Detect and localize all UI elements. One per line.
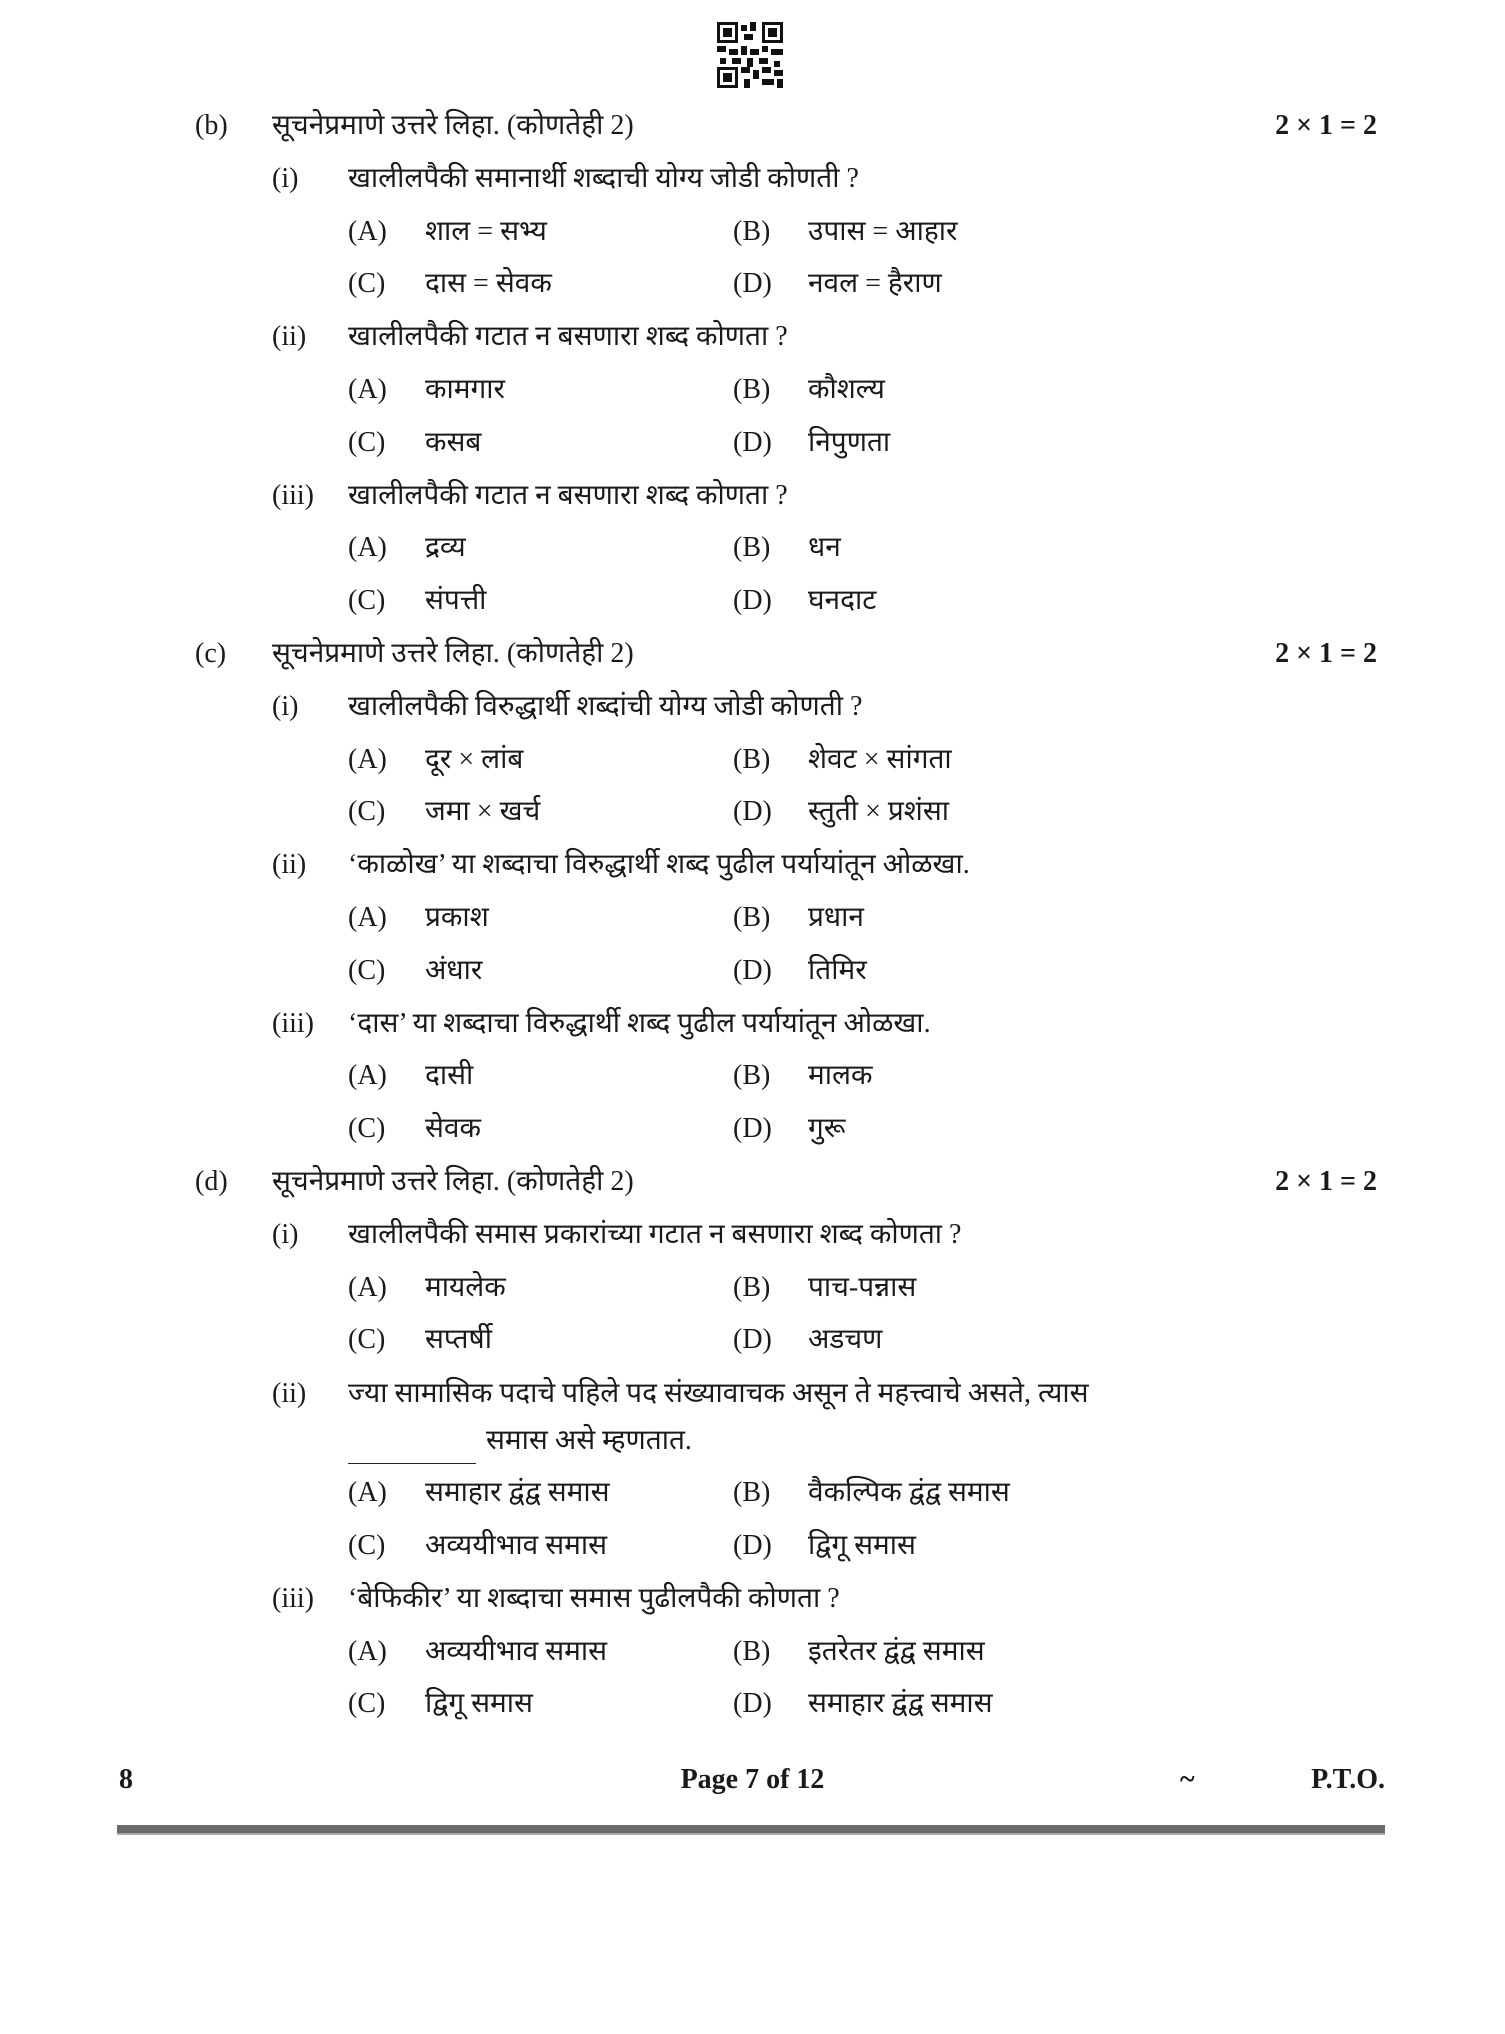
option-letter-a: (A) — [348, 901, 387, 933]
option-text-a: कामगार — [425, 373, 505, 405]
option-letter-a: (A) — [348, 1477, 387, 1509]
fill-in-blank — [348, 1433, 476, 1464]
option-text-a: दासी — [425, 1060, 474, 1092]
option-text-d: घनदाट — [808, 585, 877, 617]
question-text: खालीलपैकी समास प्रकारांच्या गटात न बसणारा शब्द कोणता ? — [348, 1218, 962, 1250]
section-label: (c) — [195, 637, 227, 669]
options-row — [0, 1314, 1505, 1367]
option-letter-c: (C) — [348, 268, 386, 300]
option-text-a: दूर × लांब — [425, 743, 524, 775]
section-header — [0, 628, 1505, 681]
option-text-c: जमा × खर्च — [425, 796, 541, 828]
option-letter-c: (C) — [348, 1688, 386, 1720]
options-row — [0, 1467, 1505, 1520]
option-letter-b: (B) — [733, 743, 771, 775]
options-row — [0, 786, 1505, 839]
option-letter-b: (B) — [733, 215, 771, 247]
page-footer — [0, 1757, 1505, 1803]
question-number: (iii) — [272, 1007, 314, 1039]
option-text-a: द्रव्य — [425, 532, 466, 564]
option-text-c: दास = सेवक — [425, 268, 552, 300]
option-text-c: अंधार — [425, 954, 483, 986]
options-row — [0, 1050, 1505, 1103]
question — [0, 839, 1505, 892]
option-letter-d: (D) — [733, 1324, 772, 1356]
option-letter-c: (C) — [348, 954, 386, 986]
section-marks: 2 × 1 = 2 — [1275, 1165, 1377, 1197]
option-letter-a: (A) — [348, 743, 387, 775]
question-text-continued: समास असे म्हणतात. — [486, 1425, 692, 1457]
option-letter-c: (C) — [348, 1324, 386, 1356]
option-text-c: सेवक — [425, 1113, 482, 1145]
option-letter-a: (A) — [348, 373, 387, 405]
tilde-mark: ~ — [1180, 1764, 1195, 1795]
question-text: खालीलपैकी गटात न बसणारा शब्द कोणता ? — [348, 479, 788, 511]
option-text-c: कसब — [425, 426, 482, 458]
options-row — [0, 945, 1505, 998]
question-text: ‘दास’ या शब्दाचा विरुद्धार्थी शब्द पुढील पर्यायांतून ओळखा. — [348, 1007, 931, 1039]
option-letter-c: (C) — [348, 426, 386, 458]
question-number: (ii) — [272, 321, 307, 353]
option-text-b: इतरेतर द्वंद्व समास — [808, 1635, 985, 1667]
option-text-c: अव्ययीभाव समास — [425, 1529, 608, 1561]
options-row — [0, 1678, 1505, 1731]
option-letter-d: (D) — [733, 426, 772, 458]
option-text-b: धन — [808, 532, 841, 564]
paper-code: 8 — [119, 1764, 133, 1795]
option-letter-b: (B) — [733, 1635, 771, 1667]
option-letter-c: (C) — [348, 1529, 386, 1561]
option-letter-a: (A) — [348, 1060, 387, 1092]
option-letter-d: (D) — [733, 796, 772, 828]
question — [0, 998, 1505, 1051]
question-text: ज्या सामासिक पदाचे पहिले पद संख्यावाचक असून ते महत्त्वाचे असते, त्यास — [348, 1378, 1089, 1410]
section-label: (d) — [195, 1165, 228, 1197]
option-text-a: मायलेक — [425, 1271, 506, 1303]
option-letter-d: (D) — [733, 1113, 772, 1145]
options-row — [0, 1103, 1505, 1156]
option-text-d: तिमिर — [808, 954, 867, 986]
question-number: (iii) — [272, 1582, 314, 1614]
option-letter-c: (C) — [348, 585, 386, 617]
options-row — [0, 575, 1505, 628]
option-text-b: पाच-पन्नास — [808, 1271, 917, 1303]
section-instruction: सूचनेप्रमाणे उत्तरे लिहा. (कोणतेही 2) — [272, 1165, 634, 1197]
question-number: (ii) — [272, 849, 307, 881]
page-number: Page 7 of 12 — [680, 1764, 825, 1795]
question-text: खालीलपैकी विरुद्धार्थी शब्दांची योग्य जोडी कोणती ? — [348, 690, 863, 722]
option-text-b: वैकल्पिक द्वंद्व समास — [808, 1477, 1010, 1509]
option-letter-a: (A) — [348, 1635, 387, 1667]
option-text-c: सप्तर्षी — [425, 1324, 492, 1356]
option-text-a: शाल = सभ्य — [425, 215, 547, 247]
options-row — [0, 1262, 1505, 1315]
option-text-d: गुरू — [808, 1113, 846, 1145]
option-text-d: अडचण — [808, 1324, 883, 1356]
option-letter-a: (A) — [348, 215, 387, 247]
option-letter-c: (C) — [348, 1113, 386, 1145]
question — [0, 1209, 1505, 1262]
options-row — [0, 522, 1505, 575]
section-header — [0, 1156, 1505, 1209]
option-text-d: नवल = हैराण — [808, 268, 942, 300]
option-text-c: द्विगू समास — [425, 1688, 533, 1720]
option-text-d: समाहार द्वंद्व समास — [808, 1688, 993, 1720]
option-letter-a: (A) — [348, 1271, 387, 1303]
question — [0, 311, 1505, 364]
question-content — [0, 100, 1505, 1731]
question-number: (i) — [272, 162, 299, 194]
question-text: खालीलपैकी गटात न बसणारा शब्द कोणता ? — [348, 321, 788, 353]
option-letter-b: (B) — [733, 901, 771, 933]
please-turn-over: P.T.O. — [1311, 1764, 1385, 1795]
option-letter-b: (B) — [733, 373, 771, 405]
option-letter-d: (D) — [733, 954, 772, 986]
question — [0, 681, 1505, 734]
options-row — [0, 1626, 1505, 1679]
section-header — [0, 100, 1505, 153]
option-text-b: उपास = आहार — [808, 215, 958, 247]
options-row — [0, 892, 1505, 945]
option-letter-b: (B) — [733, 532, 771, 564]
options-row — [0, 258, 1505, 311]
option-text-d: निपुणता — [808, 426, 891, 458]
options-row — [0, 1520, 1505, 1573]
options-row — [0, 364, 1505, 417]
section-instruction: सूचनेप्रमाणे उत्तरे लिहा. (कोणतेही 2) — [272, 110, 634, 141]
option-text-c: संपत्ती — [425, 585, 487, 617]
question-number: (iii) — [272, 479, 314, 511]
option-text-a: समाहार द्वंद्व समास — [425, 1477, 610, 1509]
options-row — [0, 734, 1505, 787]
question-text: ‘बेफिकीर’ या शब्दाचा समास पुढीलपैकी कोणता ? — [348, 1582, 840, 1614]
section-instruction: सूचनेप्रमाणे उत्तरे लिहा. (कोणतेही 2) — [272, 637, 634, 669]
question-text: ‘काळोख’ या शब्दाचा विरुद्धार्थी शब्द पुढील पर्यायांतून ओळखा. — [348, 849, 970, 881]
question — [0, 470, 1505, 523]
option-text-b: कौशल्य — [808, 373, 885, 405]
question-number: (i) — [272, 1218, 299, 1250]
section-label: (b) — [195, 110, 228, 141]
options-row — [0, 417, 1505, 470]
option-letter-d: (D) — [733, 1529, 772, 1561]
qr-code — [717, 22, 783, 88]
footer-divider — [117, 1825, 1385, 1835]
option-text-b: शेवट × सांगता — [808, 743, 952, 775]
section-marks: 2 × 1 = 2 — [1275, 110, 1377, 141]
option-text-a: प्रकाश — [425, 901, 489, 933]
question — [0, 1573, 1505, 1626]
options-row — [0, 206, 1505, 259]
option-text-d: स्तुती × प्रशंसा — [808, 796, 950, 828]
option-text-b: प्रधान — [808, 901, 864, 933]
option-text-b: मालक — [808, 1060, 873, 1092]
option-letter-d: (D) — [733, 1688, 772, 1720]
section-marks: 2 × 1 = 2 — [1275, 637, 1377, 669]
option-text-d: द्विगू समास — [808, 1529, 916, 1561]
question-number: (i) — [272, 690, 299, 722]
option-letter-d: (D) — [733, 268, 772, 300]
question — [0, 153, 1505, 206]
question — [0, 1367, 1505, 1467]
option-letter-b: (B) — [733, 1477, 771, 1509]
option-letter-b: (B) — [733, 1060, 771, 1092]
option-letter-d: (D) — [733, 585, 772, 617]
option-letter-a: (A) — [348, 532, 387, 564]
option-text-a: अव्ययीभाव समास — [425, 1635, 608, 1667]
question-number: (ii) — [272, 1378, 307, 1410]
question-text: खालीलपैकी समानार्थी शब्दाची योग्य जोडी कोणती ? — [348, 162, 859, 194]
option-letter-b: (B) — [733, 1271, 771, 1303]
option-letter-c: (C) — [348, 796, 386, 828]
